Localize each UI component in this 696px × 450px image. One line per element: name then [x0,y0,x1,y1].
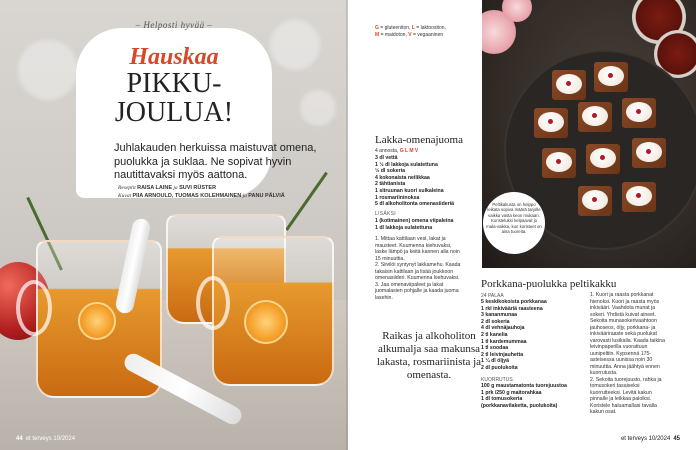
credit-photos-label: Kuvat [118,193,132,199]
page-number-left: 44 [16,436,23,442]
legend-text-v: = vegaaninen [412,31,444,38]
glass-handle-image [196,276,230,330]
recipe1-diet-tags: G L M V [399,148,419,154]
glass-handle-image [16,280,52,336]
ingredient-item: 5 dl alkoholitonta omenasiideriä [375,201,454,208]
background-bokeh [300,90,336,126]
ingredient-item: 1 tl kardemummaa [481,338,527,345]
background-bokeh [18,40,78,100]
ingredient-item: 3 kananmunaa [481,312,518,319]
cake-piece-image [578,102,612,132]
legend-text-m: = maidoton, [380,31,407,38]
ingredient-item: 2 tähtianista [375,181,406,188]
ingredient-item: 1 sitruunan kuori sulkaleina [375,187,444,194]
ingredient-item: 1 ¼ dl öljyä [481,358,509,365]
lede-paragraph: Juhlakauden herkuissa maistuvat omena, puolukka ja suklaa. Ne sopivat hyvin nautittavaksi myös aattona. [114,142,317,181]
legend-key-m: M [375,31,380,38]
cake-piece-image [586,144,620,174]
orange-slice-image [78,302,116,340]
credit-photos-name-2: PANU PÄLVIÄ [248,193,285,199]
folio-left [16,436,75,442]
recipe1-ingredients [375,155,470,208]
recipe2-title: Porkkana-puolukka peltikakku [481,278,617,290]
magazine-issue-left: et terveys 10/2024 [25,436,76,442]
orange-slice-image [244,300,288,344]
magazine-issue-right: et terveys 10/2024 [620,436,671,442]
ingredient-item: 1 prk /250 g maitorahkaa [481,389,542,396]
credits-block [118,184,332,200]
recipe2-ingredients [481,299,567,372]
ingredient-item: 1 rkl inkivääriä raasteena [481,305,543,312]
cake-piece-image [632,138,666,168]
ingredient-item: 4 dl vehnäjauhoja [481,325,525,332]
recipe-step: 2. Siivilöi syntynyt lakkamehu. Kaada takaisin kattilaan ja lisää joukkoon omenasiideri. Kuumenna kiehuvaksi. [375,262,461,281]
ingredient-item: 3 dl vettä [375,155,398,161]
cake-piece-image [542,148,576,178]
legend-key-v: V [408,31,412,38]
page-number-right: 45 [673,436,680,442]
recipe1-title: Lakka-omenajuoma [375,134,463,146]
ingredient-item: 1 tl soodaa [481,345,509,352]
recipe2-frosting [481,383,567,409]
headline-word-1: Hauskaa [129,44,219,70]
recipe2-servings: 24 PALAA [481,293,504,299]
pull-quote: Raikas ja alkoholiton alkumalja saa makunsa lakasta, rosmariinista ja omenasta. [376,330,482,381]
diet-legend [375,25,485,38]
headline-word-3: JOULUA! [114,97,234,128]
ingredient-item: 4 kokonaista neilikkaa [375,174,430,181]
section-kicker: – Helposti hyvää – [135,20,213,30]
recipe1-servings-text: 4 annosta, [375,148,399,154]
recipe-step: 1. Kuori ja raasta porkkanat hienoksi. Kuori ja raasta myös inkivääri. Vaahdota munat ja sokeri. Yhdistä kuivat aineet. Sekoita munasokerivaahtoon jauhoseos, öljy, porkkana- ja inkivääriraaste sekä puolukat varovasti lusikalla. Kaada taikina leivinpaperilla vuorattuun uunipeltiin. Kypsennä 175-asteisessa uunissa noin 30 minuuttia. Anna jäähtyä ennen kuorrutusta. [590,292,665,376]
legend-key-l: L [411,25,415,31]
headline-word-2: PIKKU- [126,68,222,99]
cake-piece-image [622,98,656,128]
credit-join: ja [173,185,178,191]
ingredient-item: 1 rosmariininoksa [375,194,420,201]
recipe-step: 1. Mittaa kattilaan vesi, lakat ja mausteet. Kuumenna kiehuvaksi, laske lämpö ja keitä kannen alla noin 15 minuuttia. [375,236,460,262]
cake-piece-image [594,62,628,92]
recipe1-extra [375,218,470,231]
recipe1-servings [375,148,418,154]
cake-piece-image [622,182,656,212]
cake-piece-image [534,108,568,138]
ingredient-item: 100 g maustamatonta tuorejuustoa [481,383,567,389]
folio-right [621,436,680,442]
ingredient-item: 1 dl lakkoja sulatettuna [375,224,433,231]
ingredient-item: 1 dl tomusokeria (porkkanavilaketta, puolukoita) [481,396,558,409]
recipe1-steps [375,236,463,301]
legend-text-g: = gluteeniton, [380,25,411,31]
credit-photos-name: PIIA ARNOULD, TUOMAS KOLEHMAINEN [132,193,242,199]
recipe1-extra-label: LISÄKSI [375,211,396,217]
ingredient-item: 2 tl leivinjauhetta [481,351,524,358]
ingredient-item: 1 ½ dl lakkoja sulatettuna [375,161,438,168]
cake-piece-image [578,186,612,216]
credit-recipes-name: RAISA LAINE [137,185,173,191]
credit-join: ja [242,193,247,199]
credit-recipes-name-2: SUVI RÜSTER [179,185,217,191]
legend-text-l: = laktoositon, [416,25,446,31]
recipe-step: 3. Jaa omenaviipaleet ja lakat juomalasien pohjalle ja kaada juoma lasehin. [375,281,459,301]
credit-recipes-label: Reseptit [118,185,136,191]
legend-key-g: G [375,25,379,31]
right-page [348,0,696,450]
ingredient-item: ½ dl sokeria [375,168,405,175]
cake-piece-image [552,70,586,100]
ingredient-item: 2 dl puolukoita [481,364,518,371]
ingredient-item: 2 tl kanelia [481,331,508,338]
ingredient-item: 1 (kotimainen) omena viipaleina [375,218,454,224]
recipe2-frosting-label: KUORRUTUS [481,377,513,383]
photo-caption: Peltikakusta on helppo leikata sopiva määrä tarjolle vaikka vasta keon mukaan. Koristeluksi kelpaavat jo mala-vaikka, kun koristeet on aina tuoreita. [486,202,542,235]
ingredient-item: 2 dl sokeria [481,318,510,325]
recipe2-steps [590,292,670,416]
ingredient-item: 5 keskikokoista porkkanaa [481,299,547,305]
recipe-step: 2. Sekoita tuorejuusto, rahka ja tomusokeri tasaiseksi kuorrutteeksi. Levitä kakun pinnalle ja leikkaa paloiksi. Koristele haluamallasi tavalla kakun osat. [590,376,662,415]
